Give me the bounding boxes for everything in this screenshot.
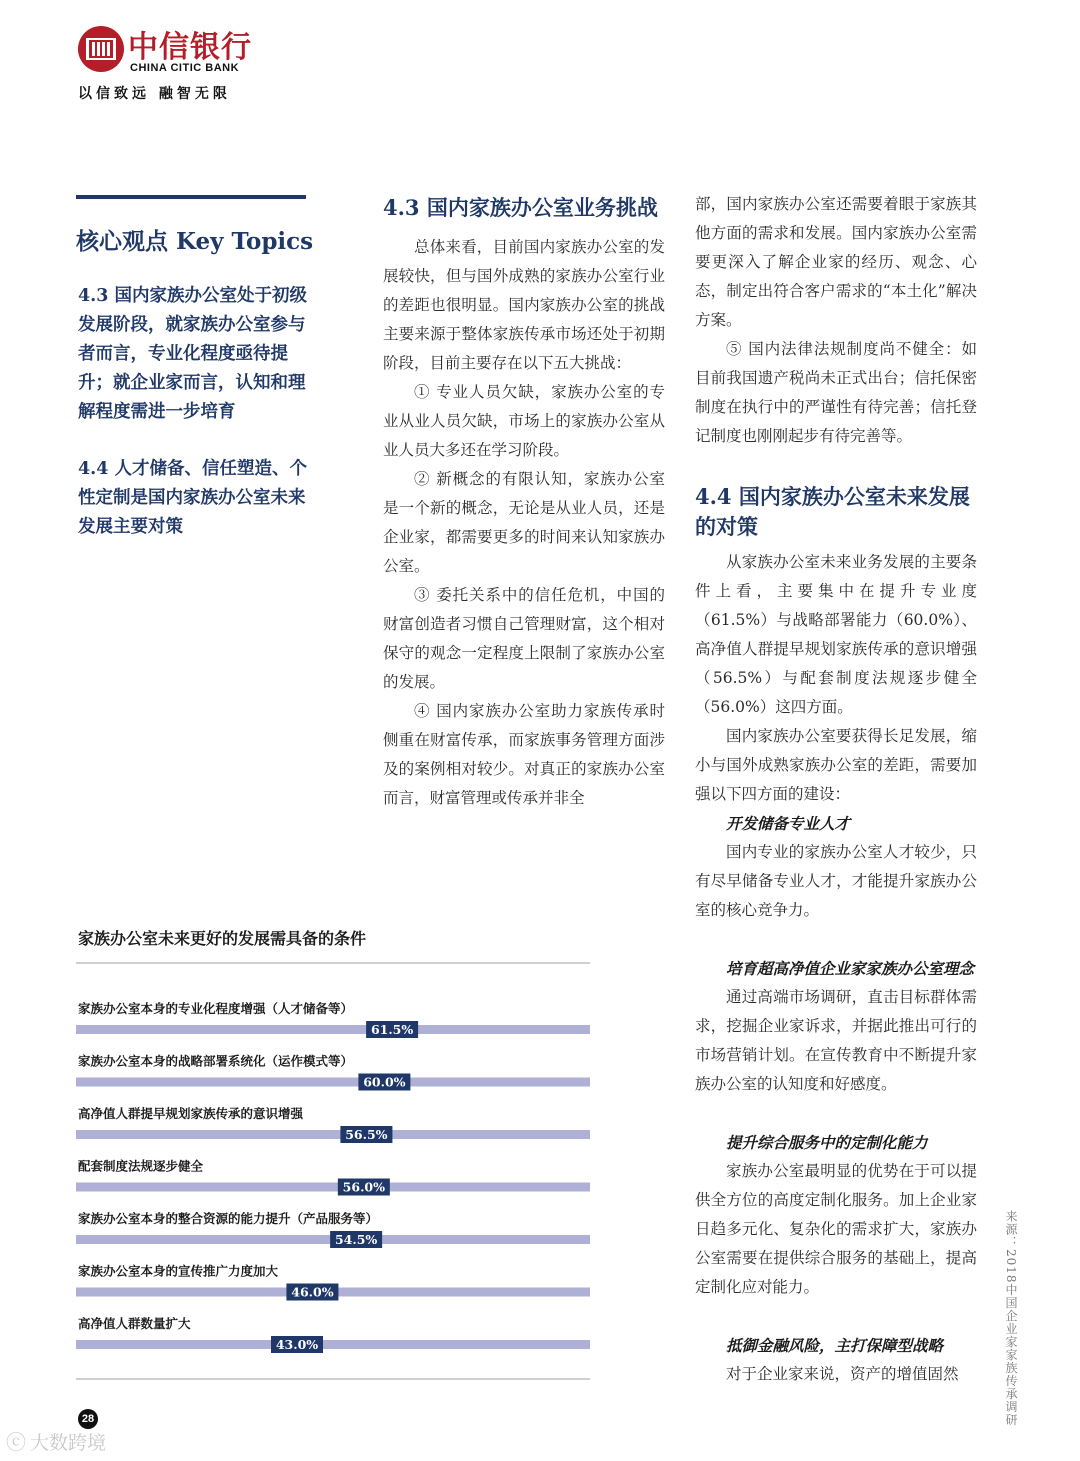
bank-name-en: CHINA CITIC BANK — [130, 62, 240, 74]
chart-title: 家族办公室未来更好的发展需具备的条件 — [78, 929, 367, 948]
paragraph: ② 新概念的有限认知，家族办公室是一个新的概念，无论是从业人员，还是企业家，都需要更多的时间来认知家族办公室。 — [383, 470, 665, 575]
watermark-text: 大数跨境 — [30, 1432, 107, 1454]
paragraph: ③ 委托关系中的信任危机，中国的财富创造者习惯自己管理财富，这个相对保守的观念一定程度上限制了家族办公室的发展。 — [383, 586, 665, 691]
bar-value-label: 61.5% — [370, 1022, 414, 1037]
paragraph: 部，国内家族办公室还需要着眼于家族其他方面的需求和发展。国内家族办公室需要更深入了解企业家的经历、观念、心态，制定出符合客户需求的“本土化”解决方案。 — [695, 195, 977, 329]
key-topics-rule — [76, 195, 306, 199]
key-topic-4-4: 4.4 人才储备、信任塑造、个性定制是国内家族办公室未来发展主要对策 — [78, 459, 308, 537]
section-4-3-body — [383, 233, 665, 813]
watermark — [6, 1426, 106, 1455]
bar-category-label: 高净值人群数量扩大 — [78, 1316, 191, 1331]
subsection-title: 提升综合服务中的定制化能力 — [726, 1133, 928, 1152]
bar-value-label: 60.0% — [363, 1074, 406, 1090]
key-topic-4-3: 4.3 国内家族办公室处于初级发展阶段，就家族办公室参与者而言，专业化程度亟待提升；就企业家而言，认知和理解程度需进一步培育 — [78, 286, 308, 422]
subsection-title: 抵御金融风险，主打保障型战略 — [726, 1336, 944, 1355]
bar-value-label: 56.0% — [342, 1179, 386, 1195]
paragraph: ① 专业人员欠缺，家族办公室的专业从业人员欠缺，市场上的家族办公室从业人员大多还在学习阶段。 — [383, 383, 665, 459]
paragraph: ⑤ 国内法律法规制度尚不健全：如目前我国遗产税尚未正式出台；信托保密制度在执行中的严谨性有待完善；信托登记制度也刚刚起步有待完善等。 — [695, 340, 977, 445]
bar-value-label: 46.0% — [291, 1284, 334, 1300]
paragraph: 国内专业的家族办公室人才较少，只有尽早储备专业人才，才能提升家族办公室的核心竞争力。 — [695, 843, 977, 919]
watermark-logo-icon: ⓒ — [6, 1430, 26, 1454]
page-number: 28 — [78, 1409, 98, 1429]
citic-bank-logo — [76, 22, 276, 102]
paragraph: 总体来看，目前国内家族办公室的发展较快，但与国外成熟的家族办公室行业的差距也很明显。国内家族办公室的挑战主要来源于整体家族传承市场还处于初期阶段，目前主要存在以下五大挑战： — [383, 238, 665, 372]
citic-logo-icon — [76, 24, 126, 74]
bar-track — [76, 1130, 590, 1139]
bar-track — [76, 1340, 590, 1349]
bank-name-cn: 中信银行 — [128, 30, 252, 65]
paragraph: 对于企业家来说，资产的增值固然 — [726, 1365, 959, 1383]
section-4-4-body — [695, 548, 977, 1389]
section-4-3-heading: 4.3 国内家族办公室业务挑战 — [383, 195, 658, 220]
source-note: 来源：2018中国企业家家族传承调研 — [1004, 1210, 1018, 1427]
chart-top-rule — [76, 962, 590, 964]
bar-track — [76, 1183, 590, 1192]
bar-category-label: 家族办公室本身的专业化程度增强（人才储备等） — [78, 1001, 354, 1016]
bar-track — [76, 1025, 590, 1034]
section-4-3-continued — [695, 190, 977, 451]
bar-value-label: 43.0% — [275, 1337, 319, 1352]
bar-category-label: 家族办公室本身的整合资源的能力提升（产品服务等） — [78, 1211, 379, 1226]
paragraph: 家族办公室最明显的优势在于可以提供全方位的高度定制化服务。加上企业家日趋多元化、复杂化的需求扩大，家族办公室需要在提供综合服务的基础上，提高定制化应对能力。 — [695, 1162, 977, 1296]
bank-slogan: 以信致远 融智无限 — [78, 86, 231, 102]
section-4-4-heading: 4.4 国内家族办公室未来发展的对策 — [695, 484, 970, 539]
bar-category-label: 家族办公室本身的战略部署系统化（运作模式等） — [78, 1053, 354, 1069]
paragraph: 从家族办公室未来业务发展的主要条件上看，主要集中在提升专业度（61.5%）与战略部署能力（60.0%）、高净值人群提早规划家族传承的意识增强（56.5%）与配套制度法规逐步健全（56.0%）这四方面。 — [695, 553, 977, 716]
bar-category-label: 高净值人群提早规划家族传承的意识增强 — [78, 1106, 304, 1121]
bar-value-label: 54.5% — [334, 1232, 378, 1247]
bar-category-label: 配套制度法规逐步健全 — [78, 1158, 204, 1174]
bar-track — [76, 1078, 590, 1087]
paragraph: 通过高端市场调研，直击目标群体需求，挖掘企业家诉求，并据此推出可行的市场营销计划。在宣传教育中不断提升家族办公室的认知度和好感度。 — [695, 988, 977, 1093]
bar-category-label: 家族办公室本身的宣传推广力度加大 — [78, 1263, 279, 1279]
subsection-title: 培育超高净值企业家家族办公室理念 — [726, 959, 975, 978]
conditions-bar-chart — [76, 960, 592, 1376]
chart-bottom-rule — [76, 1378, 590, 1380]
subsection-title: 开发储备专业人才 — [726, 814, 851, 833]
key-topics-title: 核心观点 Key Topics — [76, 228, 314, 255]
bar-value-label: 56.5% — [345, 1127, 388, 1142]
paragraph: ④ 国内家族办公室助力家族传承时侧重在财富传承，而家族事务管理方面涉及的案例相对较少。对真正的家族办公室而言，财富管理或传承并非全 — [383, 702, 665, 807]
paragraph: 国内家族办公室要获得长足发展，缩小与国外成熟家族办公室的差距，需要加强以下四方面的建设： — [695, 727, 977, 803]
